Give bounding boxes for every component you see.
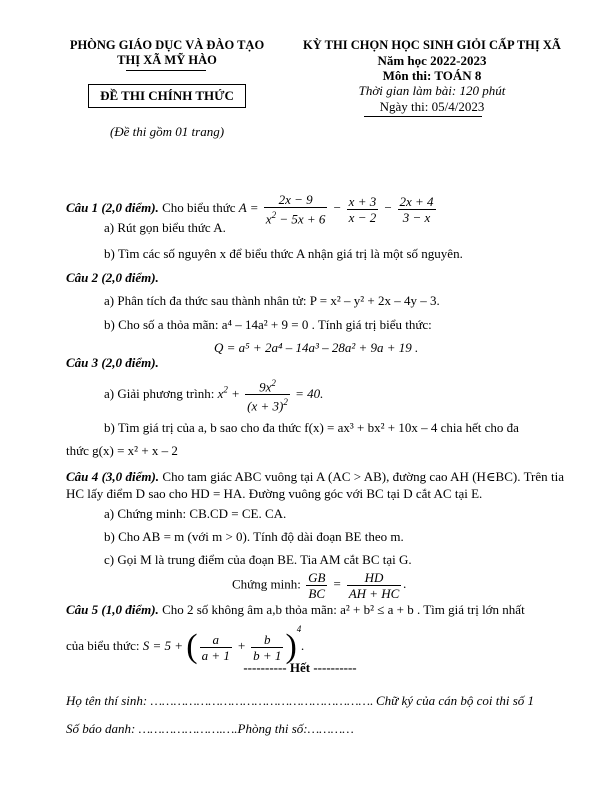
- q1-part-b: b) Tìm các số nguyên x để biểu thức A nhận giá trị là một số nguyên.: [104, 246, 463, 261]
- q3-part-b-line1: b) Tìm giá trị của a, b sao cho đa thức f(x) = ax³ + bx² + 10x – 4 chia hết cho đa: [104, 420, 519, 435]
- q3-equation: $x^2$ + $\frac{9x^2}{(x + 3)^2}$ = 40.: [217, 378, 324, 414]
- q4-proof-label: Chứng minh:: [232, 576, 305, 592]
- q5-text2: của biểu thức:: [66, 638, 143, 653]
- candidate-id-line: Số báo danh: ………………….….Phòng thi số:…………: [66, 721, 354, 736]
- q1-intro: Cho biểu thức: [158, 200, 239, 216]
- candidate-name-line: Họ tên thí sinh: ………………………………………………….: [66, 693, 374, 708]
- q1-part-a: a) Rút gọn biểu thức A.: [104, 220, 226, 235]
- q3-part-b-line2: thức g(x) = x² + x – 2: [66, 443, 178, 458]
- q4-label: Câu 4 (3,0 điểm).: [66, 469, 160, 484]
- q4-part-c: c) Gọi M là trung điểm của đoạn BE. Tia AM cắt BC tại G.: [104, 552, 412, 567]
- exam-date: Ngày thi: 05/4/2023: [379, 99, 485, 114]
- q4-proof-expression: $\frac{GB}{BC}$ = $\frac{HD}{AH + HC}$ .: [308, 570, 407, 601]
- question-4: [66, 468, 564, 502]
- q5-expression: S = 5 + ( $\frac{a}{a + 1}$ + $\frac{b}{b + 1}$ )$^4$.: [142, 624, 305, 666]
- district-name: THỊ XÃ MỸ HÀO: [117, 53, 217, 67]
- q4-text: Cho tam giác ABC vuông tại A (AC > AB), đường cao AH (H∈BC). Trên tia HC lấy điểm D sao cho HD = HA. Đường vuông góc với BC tại D cắt AC tại E.: [66, 469, 564, 501]
- q2-expression-q: Q = a⁵ + 2a⁴ – 14a³ – 28a² + 9a + 19 .: [214, 340, 419, 355]
- q2-part-a: a) Phân tích đa thức sau thành nhân tử: P = x² – y² + 2x – 4y – 3.: [104, 293, 440, 308]
- proctor-signature: Chữ ký của cán bộ coi thi số 1: [376, 693, 535, 708]
- question-5: [66, 602, 525, 618]
- page-count-note: (Đề thi gồm 01 trang): [109, 124, 225, 139]
- q5-expression-line: [66, 624, 305, 664]
- q4-part-a: a) Chứng minh: CB.CD = CE. CA.: [104, 506, 287, 521]
- q2-part-b: b) Cho số a thỏa mãn: a⁴ – 14a² + 9 = 0 . Tính giá trị biểu thức:: [104, 317, 432, 332]
- end-mark: ---------- Hết ----------: [243, 660, 357, 675]
- q5-label: Câu 5 (1,0 điểm).: [66, 602, 159, 617]
- q3-part-a: [104, 376, 323, 414]
- q3-part-a-prefix: a) Giải phương trình:: [104, 385, 218, 401]
- q2-label: Câu 2 (2,0 điểm).: [66, 270, 159, 285]
- department-name: PHÒNG GIÁO DỤC VÀ ĐÀO TẠO: [69, 38, 265, 52]
- q5-text: Cho 2 số không âm a,b thỏa mãn: a² + b² ≤ a + b . Tìm giá trị lớn nhất: [158, 602, 525, 617]
- q4-part-b: b) Cho AB = m (với m > 0). Tính độ dài đoạn BE theo m.: [104, 529, 404, 544]
- q3-label: Câu 3 (2,0 điểm).: [66, 355, 159, 370]
- district-underline: [126, 70, 206, 71]
- exam-title: KỲ THI CHỌN HỌC SINH GIỎI CẤP THỊ XÃ: [303, 38, 561, 52]
- school-year: Năm học 2022-2023: [377, 53, 487, 68]
- subject: Môn thi: TOÁN 8: [382, 68, 482, 83]
- header-underline: [364, 116, 482, 117]
- duration: Thời gian làm bài: 120 phút: [358, 83, 506, 98]
- q4-proof: [232, 570, 407, 601]
- q1-expression: A = $\frac{2x - 9}{x^2 - 5x + 6}$ − $\frac{x + 3}{x - 2}$ − $\frac{2x + 4}{3 - x}$: [238, 192, 434, 227]
- q1-label: Câu 1 (2,0 điểm).: [66, 200, 159, 216]
- official-exam-label: ĐỀ THI CHÍNH THỨC: [88, 84, 246, 108]
